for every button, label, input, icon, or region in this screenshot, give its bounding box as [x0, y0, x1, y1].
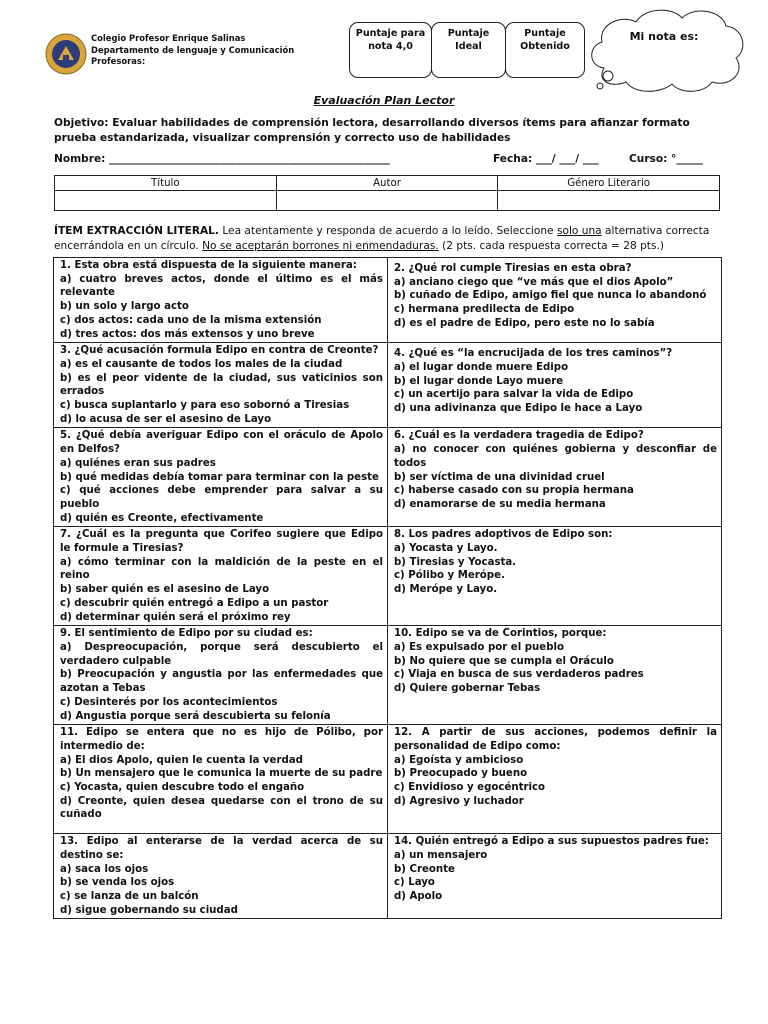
option[interactable]: a) Despreocupación, porque será descubierto el verdadero culpable: [60, 641, 383, 667]
school-info: [91, 33, 294, 68]
question-6: 6. ¿Cuál es la verdadera tragedia de Edipo? a) no conocer con quiénes gobierna y desconfiar de todos b) ser víctima de una divinidad cruel c) haberse casado con su propia hermana d) enamorarse de su media hermana: [388, 428, 722, 527]
score-box-ideal: Puntaje Ideal: [431, 22, 506, 78]
option[interactable]: d) Agresivo y luchador: [394, 795, 524, 807]
option[interactable]: a) es el causante de todos los males de la ciudad: [60, 358, 343, 370]
header-genre: Género Literario: [498, 176, 720, 191]
option[interactable]: a) cuatro breves actos, donde el último es el más relevante: [60, 273, 383, 299]
header-title: Título: [55, 176, 277, 191]
option[interactable]: b) Preocupación y angustia por las enfermedades que azotan a Tebas: [60, 669, 383, 695]
option[interactable]: d) enamorarse de su media hermana: [394, 498, 606, 510]
option[interactable]: b) Preocupado y bueno: [394, 768, 528, 780]
option[interactable]: d) lo acusa de ser el asesino de Layo: [60, 413, 272, 425]
question-5: 5. ¿Qué debía averiguar Edipo con el oráculo de Apolo en Delfos? a) quiénes eran sus padres b) qué medidas debía tomar para terminar con la peste c) qué acciones debe emprender para salvar a su pueblo d) quién es Creonte, efectivamente: [54, 428, 388, 527]
option[interactable]: c) dos actos: cada uno de la misma extensión: [60, 314, 322, 326]
department: Departamento de lenguaje y Comunicación: [91, 44, 295, 55]
cell-genre[interactable]: [498, 191, 720, 211]
questions-table: [53, 257, 722, 919]
option[interactable]: c) Viaja en busca de sus verdaderos padres: [394, 669, 644, 681]
option[interactable]: d) determinar quién será el próximo rey: [60, 611, 291, 623]
question-2: 2. ¿Qué rol cumple Tiresias en esta obra? a) anciano ciego que “ve más que el dios Apolo” b) cuñado de Edipo, amigo fiel que nunca lo abandonó c) hermana predilecta de Edipo d) es el padre de Edipo, pero este no lo sabía: [388, 258, 722, 343]
option[interactable]: a) saca los ojos: [60, 863, 149, 875]
course-field[interactable]: Curso: °_____: [629, 153, 703, 165]
option[interactable]: a) un mensajero: [394, 849, 488, 861]
option[interactable]: a) quiénes eran sus padres: [60, 457, 216, 469]
page-title: Evaluación Plan Lector: [313, 94, 455, 107]
option[interactable]: a) El dios Apolo, quien le cuenta la verdad: [60, 754, 303, 766]
option[interactable]: b) el lugar donde Layo muere: [394, 375, 564, 387]
question-10: 10. Edipo se va de Corintios, porque: a) Es expulsado por el pueblo b) No quiere que se cumpla el Oráculo c) Viaja en busca de sus verdaderos padres d) Quiere gobernar Tebas: [388, 626, 722, 725]
grade-label: Mi nota es:: [629, 30, 699, 43]
option[interactable]: b) se venda los ojos: [60, 877, 175, 889]
book-info-table: [54, 175, 720, 211]
option[interactable]: d) Apolo: [394, 891, 443, 903]
option[interactable]: c) descubrir quién entregó a Edipo a un pastor: [60, 597, 329, 609]
option[interactable]: b) un solo y largo acto: [60, 301, 189, 313]
option[interactable]: b) qué medidas debía tomar para terminar con la peste: [60, 471, 379, 483]
option[interactable]: a) anciano ciego que “ve más que el dios Apolo”: [394, 276, 674, 288]
option[interactable]: c) se lanza de un balcón: [60, 891, 199, 903]
option[interactable]: d) Creonte, quien desea quedarse con el trono de su cuñado: [60, 795, 383, 821]
score-box-pass: Puntaje para nota 4,0: [349, 22, 432, 78]
question-12: 12. A partir de sus acciones, podemos definir la personalidad de Edipo como: a) Egoísta y ambicioso b) Preocupado y bueno c) Envidioso y egocéntrico d) Agresivo y luchador: [388, 725, 722, 834]
question-1: 1. Esta obra está dispuesta de la siguiente manera: a) cuatro breves actos, donde el último es el más relevante b) un solo y largo acto c) dos actos: cada uno de la misma extensión d) tres actos: dos más extensos y uno breve: [54, 258, 388, 343]
option[interactable]: d) una adivinanza que Edipo le hace a Layo: [394, 403, 643, 415]
question-7: 7. ¿Cuál es la pregunta que Corifeo sugiere que Edipo le formule a Tiresias? a) cómo terminar con la maldición de la peste en el reino b) saber quién es el asesino de Layo c) descubrir quién entregó a Edipo a un pastor d) determinar quién será el próximo rey: [54, 527, 388, 626]
teachers-label: Profesoras:: [91, 56, 146, 66]
grade-cloud: [586, 6, 748, 94]
option[interactable]: a) Es expulsado por el pueblo: [394, 641, 564, 653]
question-14: 14. Quién entregó a Edipo a sus supuestos padres fue: a) un mensajero b) Creonte c) Layo d) Apolo: [388, 834, 722, 919]
option[interactable]: c) qué acciones debe emprender para salvar a su pueblo: [60, 485, 383, 510]
option[interactable]: c) hermana predilecta de Edipo: [394, 304, 575, 316]
option[interactable]: c) un acertijo para salvar la vida de Edipo: [394, 389, 634, 401]
option[interactable]: a) Egoísta y ambicioso: [394, 754, 524, 766]
option[interactable]: d) sigue gobernando su ciudad: [60, 904, 238, 916]
option[interactable]: b) saber quién es el asesino de Layo: [60, 584, 270, 596]
question-3: 3. ¿Qué acusación formula Edipo en contra de Creonte? a) es el causante de todos los males de la ciudad b) es el peor vidente de la ciudad, sus vaticinios son errados c) busca suplantarlo y para eso sobornó a Tiresias d) lo acusa de ser el asesino de Layo: [54, 343, 388, 428]
question-9: 9. El sentimiento de Edipo por su ciudad es: a) Despreocupación, porque será descubierto el verdadero culpable b) Preocupación y angustia por las enfermedades que azotan a Tebas c) Desinterés por los acontecimientos d) Angustia porque será descubierta su felonía: [54, 626, 388, 725]
option[interactable]: d) Angustia porque será descubierta su felonía: [60, 710, 331, 722]
name-field[interactable]: Nombre: _____________________________________________________: [54, 153, 390, 165]
option[interactable]: d) tres actos: dos más extensos y uno breve: [60, 328, 315, 340]
instructions: ÍTEM EXTRACCIÓN LITERAL. Lea atentamente y responda de acuerdo a lo leído. Seleccione solo una alternativa correcta encerrándola en un círculo. No se aceptarán borrones ni enmendaduras. (2 pts. cada respuesta correcta = 28 pts.): [54, 225, 710, 252]
cell-author[interactable]: [276, 191, 498, 211]
option[interactable]: c) busca suplantarlo y para eso sobornó a Tiresias: [60, 400, 350, 412]
question-4: 4. ¿Qué es “la encrucijada de los tres caminos”? a) el lugar donde muere Edipo b) el lugar donde Layo muere c) un acertijo para salvar la vida de Edipo d) una adivinanza que Edipo le hace a Layo: [388, 343, 722, 428]
option[interactable]: a) no conocer con quiénes gobierna y desconfiar de todos: [394, 444, 717, 469]
option[interactable]: c) Desinterés por los acontecimientos: [60, 696, 278, 708]
option[interactable]: b) ser víctima de una divinidad cruel: [394, 471, 605, 483]
option[interactable]: a) Yocasta y Layo.: [394, 543, 498, 555]
option[interactable]: b) No quiere que se cumpla el Oráculo: [394, 655, 614, 667]
option[interactable]: d) es el padre de Edipo, pero este no lo sabía: [394, 317, 655, 329]
question-11: 11. Edipo se entera que no es hijo de Pólibo, por intermedio de: a) El dios Apolo, quien le cuenta la verdad b) Un mensajero que le comunica la muerte de su padre c) Yocasta, quien descubre todo el engaño d) Creonte, quien desea quedarse con el trono de su cuñado: [54, 725, 388, 834]
option[interactable]: c) Envidioso y egocéntrico: [394, 782, 545, 794]
header-author: Autor: [276, 176, 498, 191]
option[interactable]: c) Yocasta, quien descubre todo el engaño: [60, 782, 305, 794]
option[interactable]: b) es el peor vidente de la ciudad, sus vaticinios son errados: [60, 372, 383, 398]
option[interactable]: b) Un mensajero que le comunica la muerte de su padre: [60, 768, 383, 780]
date-field[interactable]: Fecha: ___/ ___/ ___: [493, 153, 599, 165]
option[interactable]: d) Merópe y Layo.: [394, 584, 498, 596]
school-name: Colegio Profesor Enrique Salinas: [91, 33, 246, 43]
option[interactable]: b) Tiresias y Yocasta.: [394, 556, 517, 568]
question-8: 8. Los padres adoptivos de Edipo son: a) Yocasta y Layo. b) Tiresias y Yocasta. c) Pólibo y Merópe. d) Merópe y Layo.: [388, 527, 722, 626]
option[interactable]: b) Creonte: [394, 863, 455, 875]
option[interactable]: c) haberse casado con su propia hermana: [394, 485, 634, 497]
question-13: 13. Edipo al enterarse de la verdad acerca de su destino se: a) saca los ojos b) se venda los ojos c) se lanza de un balcón d) sigue gobernando su ciudad: [54, 834, 388, 919]
score-box-obtained: Puntaje Obtenido: [505, 22, 585, 78]
option[interactable]: a) cómo terminar con la maldición de la peste en el reino: [60, 556, 383, 582]
cell-title[interactable]: [55, 191, 277, 211]
option[interactable]: c) Pólibo y Merópe.: [394, 570, 505, 582]
option[interactable]: a) el lugar donde muere Edipo: [394, 361, 569, 373]
option[interactable]: d) quién es Creonte, efectivamente: [60, 512, 264, 524]
objective: Objetivo: Evaluar habilidades de comprensión lectora, desarrollando diversos ítems para afianzar formato prueba estandarizada, visualizar comprensión y correcto uso de habilidades: [54, 117, 690, 144]
option[interactable]: b) cuñado de Edipo, amigo fiel que nunca lo abandonó: [394, 290, 707, 302]
school-logo: [45, 33, 87, 75]
option[interactable]: d) Quiere gobernar Tebas: [394, 683, 541, 695]
option[interactable]: c) Layo: [394, 877, 435, 889]
